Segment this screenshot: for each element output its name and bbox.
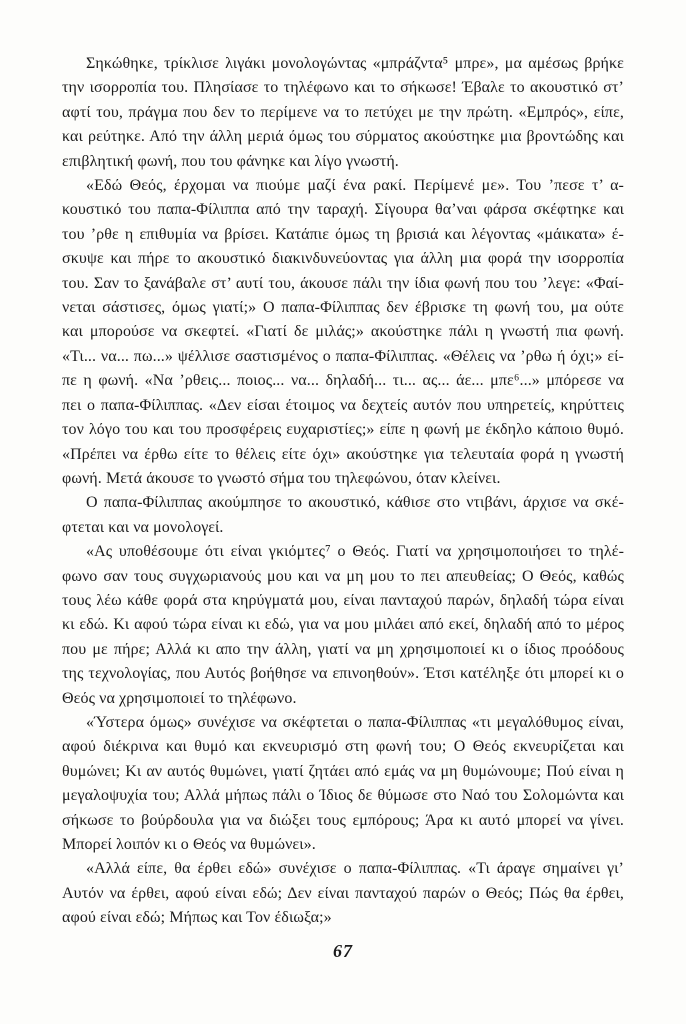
text-line: «Αλλά είπε, θα έρθει εδώ» συνέχισε ο παπα-Φίλιππας. «Τι άραγε σημαίνει γι’ [86,860,624,878]
text-line: «Ύστερα όμως» συνέχισε να σκέφτεται ο παπα-Φίλιππας «τι μεγαλόθυμος είναι, [86,713,624,731]
text-line: Θεός να χρησιμοποιεί το τηλέφωνο. [62,689,297,707]
paragraph [62,52,624,174]
page-number: 67 [333,941,353,961]
text-line: αφού είναι εδώ; Μήπως και Τον έδιωξα;» [62,909,332,927]
text-line: μεγαλοψυχία του; Αλλά μήπως πάλι ο Ίδιος δε θύμωσε στο Ναό του Σολομώντα και [62,787,624,805]
text-line: κι εδώ. Κι αφού τώρα είναι κι εδώ, για να μου μιλάει από εκεί, δηλαδή από το μέρος [62,616,624,634]
text-line: Σηκώθηκε, τρίκλισε λιγάκι μονολογώντας «μπράζντα⁵ μπρε», μα αμέσως βρήκε [86,55,624,72]
text-line: Αυτόν να έρθει, αφού είναι εδώ; Δεν είναι πανταχού παρών ο Θεός; Πώς θα έρθει, [62,884,624,902]
text-line: νεται σάστισες, όμως γιατί;» Ο παπα-Φίλιππας δεν έβρισκε τη φωνή του, μα ούτε [62,299,624,317]
paragraph [62,711,624,857]
paragraph [62,857,624,930]
text-line: και ρεύτηκε. Από την άλλη μεριά όμως του σύρματος ακούστηκε μια βροντώδης και [62,128,624,146]
text-line: αφού διέκρινα και θυμό και εκνευρισμό στη φωνή του; Ο Θεός εκνευρίζεται και [62,738,624,756]
text-line: κουστικό του παπα-Φίλιππα από την ταραχή. Σίγουρα θα’ναι φάρσα σκέφτηκε και [62,201,624,219]
text-line: τον λόγο του και του προσφέρεις ευχαριστίες;» είπε η φωνή με έκδηλο κάποιο θυμό. [62,421,624,439]
text-line: φωνο σαν τους συγχωριανούς μου και να μη μου το πει απευθείας; Ο Θεός, καθώς [62,567,624,585]
paragraph [62,174,624,491]
text-line: της τεχνολογίας, που Αυτός βοήθησε να επινοηθούν». Έτσι κατέληξε ότι μπορεί κι ο [62,665,624,683]
text-line: του. Σαν το ξανάβαλε στ’ αυτί του, άκουσε πάλι την ίδια φωνή που του ’λεγε: «Φαί- [62,274,624,292]
text-line: «Εδώ Θεός, έρχομαι να πιούμε μαζί ένα ρακί. Περίμενέ με». Του ’πεσε τ’ α- [86,177,624,195]
paragraph [62,540,624,711]
text-line: που με πήρε; Αλλά κι απο την άλλη, γιατί να μη χρησιμοποιεί κι ο ίδιος προόδους [62,640,624,658]
text-line: Μπορεί λοιπόν κι ο Θεός να θυμώνει». [62,836,316,853]
text-line: πε η φωνή. «Να ’ρθεις... ποιος... να... δηλαδή... τι... ας... άε... μπε⁶...» μπόρεσε να [62,372,624,390]
text-line: και μπορούσε να σκεφτεί. «Γιατί δε μιλάς;» ακούστηκε πάλι η γνωστή πια φωνή. [62,323,624,341]
text-line: τους λέω κάθε φορά στα κηρύγματά μου, είναι πανταχού παρών, δηλαδή τώρα είναι [62,591,624,609]
text-line: «Πρέπει να έρθω είτε το θέλεις είτε όχι» ακούστηκε για τελευταία φορά η γνωστή [62,445,624,463]
text-line: σκυψε και πήρε το ακουστικό διακινδυνεύοντας για άλλη μια φορά την ισορροπία [62,250,624,268]
text-line: σήκωσε το βούρδουλα για να διώξει τους εμπόρους; Άρα κι αυτό μπορεί να γίνει. [62,811,624,829]
text-line: φτεται και να μονολογεί. [62,518,224,536]
text-line: «Ας υποθέσουμε ότι είναι γκιόμτες⁷ ο Θεός. Γιατί να χρησιμοποιήσει το τηλέ- [86,543,624,561]
text-line: την ισορροπία του. Πλησίασε το τηλέφωνο και το σήκωσε! Έβαλε το ακουστικό στ’ [62,79,624,97]
text-line: «Τι... να... πω...» ψέλλισε σαστισμένος ο παπα-Φίλιππας. «Θέλεις να ’ρθω ή όχι;» εί- [62,347,624,365]
text-line: αφτί του, πράγμα που δεν το περίμενε να το πετύχει με την πρώτη. «Εμπρός», είπε, [62,103,624,121]
text-line: Ο παπα-Φίλιππας ακούμπησε το ακουστικό, κάθισε στο ντιβάνι, άρχισε να σκέ- [86,494,624,512]
text-line: πει ο παπα-Φίλιππας. «Δεν είσαι έτοιμος να δεχτείς αυτόν που υπηρετείς, κηρύττεις [62,396,624,414]
text-line: φωνή. Μετά άκουσε το γνωστό σήμα του τηλεφώνου, όταν κλείνει. [62,469,501,487]
text-line: επιβλητική φωνή, που του φάνηκε και λίγο γνωστή. [62,152,399,170]
paragraph [62,491,624,540]
page-text [62,52,624,931]
text-line: θυμώνει; Κι αν αυτός θυμώνει, γιατί ζητάει από εμάς να μη θυμώνουμε; Πού είναι η [62,762,624,780]
text-line: του ’ρθε η επιθυμία να βρίσει. Κατάπιε όμως τη βρισιά και λέγοντας «μάικατα» έ- [62,225,624,243]
